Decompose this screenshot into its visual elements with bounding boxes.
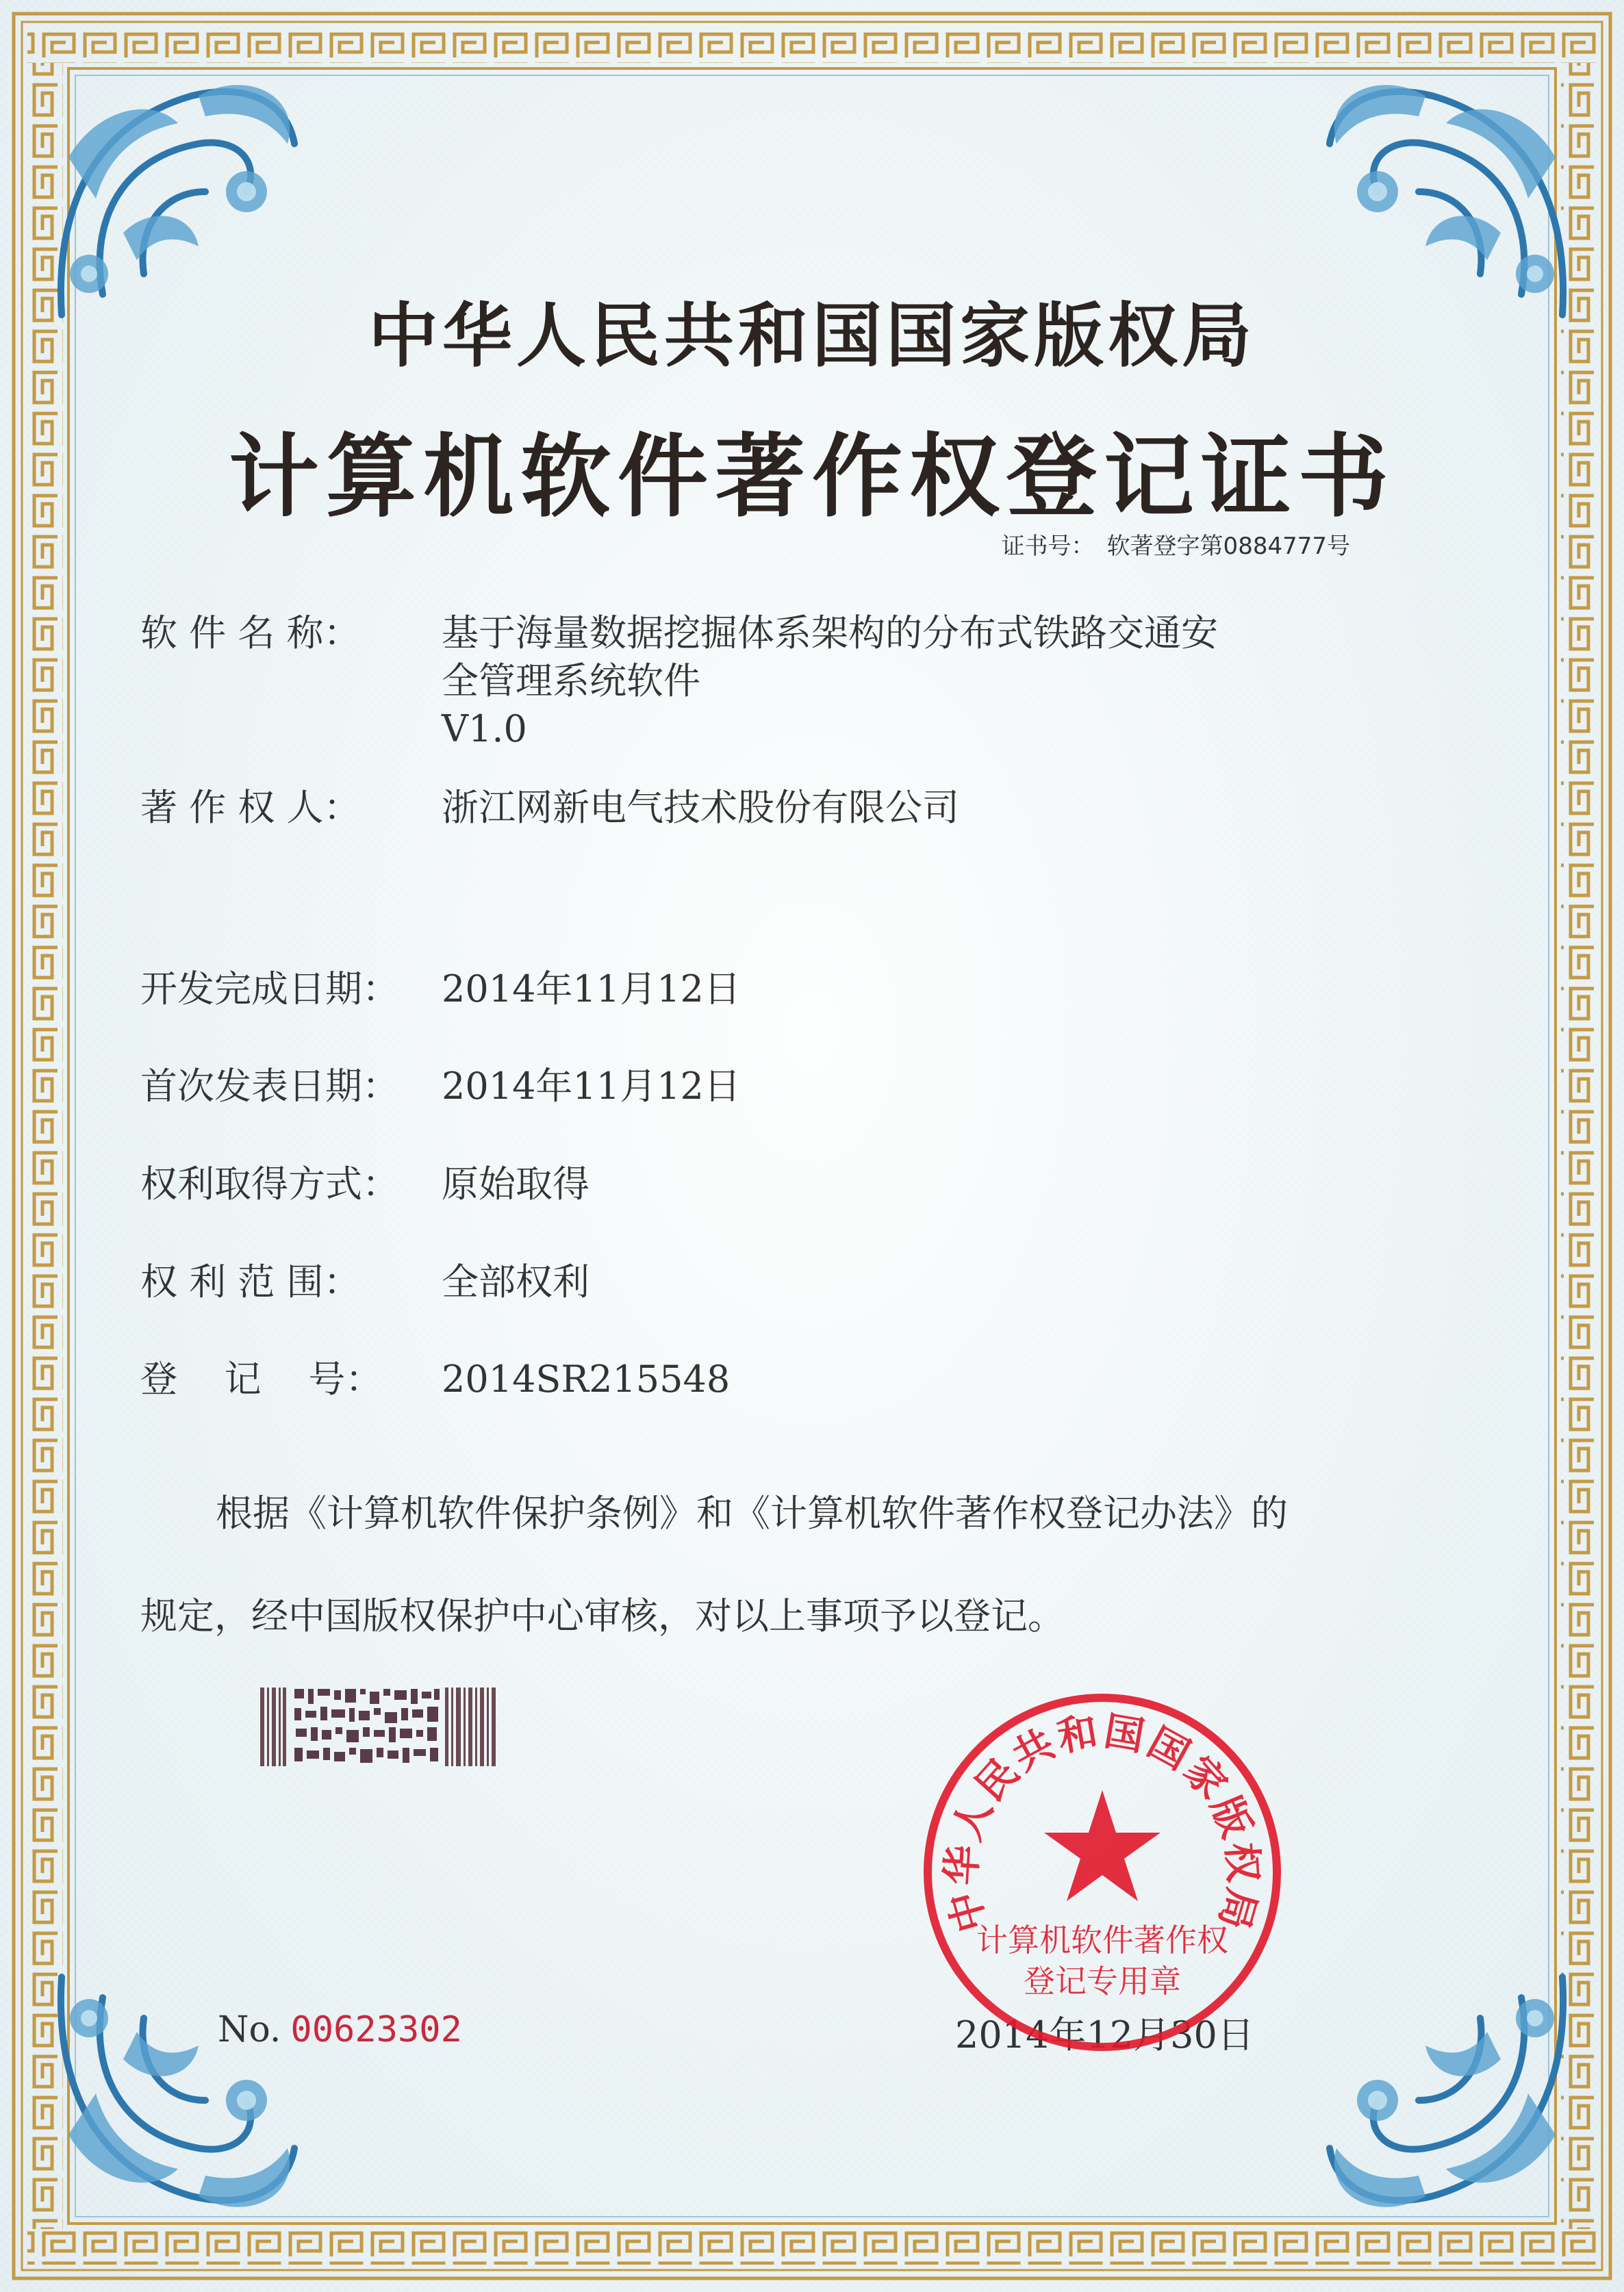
- field-registration-number: [140, 1355, 731, 1403]
- field-value: 2014SR215548: [442, 1358, 731, 1401]
- field-label: 著 作 权 人：: [140, 786, 361, 829]
- seal-ring-text: 中华人民共和国国家版权局: [937, 1707, 1267, 1937]
- field-value: 全部权利: [442, 1260, 589, 1303]
- corner-ornament-icon: [1309, 1950, 1583, 2224]
- field-software-name: [140, 609, 1218, 750]
- field-publish-date: [140, 1062, 741, 1110]
- field-owner: [140, 784, 959, 832]
- field-label: 软 件 名 称：: [140, 611, 361, 654]
- field-label: 权利取得方式：: [140, 1162, 399, 1206]
- certificate-number-label: 证书号：: [1001, 533, 1095, 560]
- agency-title: 中华人民共和国国家版权局: [368, 296, 1256, 377]
- official-seal-icon: [917, 1688, 1287, 2057]
- software-version: V1.0: [442, 707, 527, 750]
- corner-ornament-icon: [41, 1950, 315, 2224]
- field-value: 2014年11月12日: [442, 967, 741, 1010]
- field-completion-date: [140, 965, 741, 1013]
- field-label: 开发完成日期：: [140, 967, 399, 1010]
- serial-number: [218, 2009, 462, 2050]
- seal-line-1: 计算机软件著作权: [976, 1922, 1228, 1959]
- field-label: 权 利 范 围：: [140, 1260, 361, 1303]
- serial-value: 00623302: [290, 2009, 462, 2050]
- field-label: 首次发表日期：: [140, 1065, 399, 1108]
- software-name-line: 基于海量数据挖掘体系架构的分布式铁路交通安: [442, 611, 1218, 654]
- certificate-number-value: 软著登字第0884777号: [1106, 533, 1350, 560]
- field-acquisition: [140, 1160, 589, 1208]
- field-value: [442, 609, 1469, 753]
- field-label: 登 记 号：: [140, 1358, 383, 1401]
- serial-label: No.: [218, 2009, 281, 2050]
- issue-date: 2014年12月30日: [955, 2013, 1254, 2057]
- field-scope: [140, 1258, 589, 1306]
- statement-line-1: 根据《计算机软件保护条例》和《计算机软件著作权登记办法》的: [216, 1492, 1288, 1535]
- software-name-line: 全管理系统软件: [442, 659, 700, 702]
- field-value: 原始取得: [442, 1162, 589, 1206]
- statement-line-2: 规定，经中国版权保护中心审核，对以上事项予以登记。: [140, 1594, 1065, 1638]
- certificate-number: [1002, 527, 1350, 561]
- barcode-icon: [260, 1688, 496, 1766]
- field-value: 浙江网新电气技术股份有限公司: [442, 786, 959, 829]
- certificate-title: 计算机软件著作权登记证书: [229, 424, 1395, 530]
- field-value: 2014年11月12日: [442, 1065, 741, 1108]
- seal-line-2: 登记专用章: [1024, 1963, 1181, 2000]
